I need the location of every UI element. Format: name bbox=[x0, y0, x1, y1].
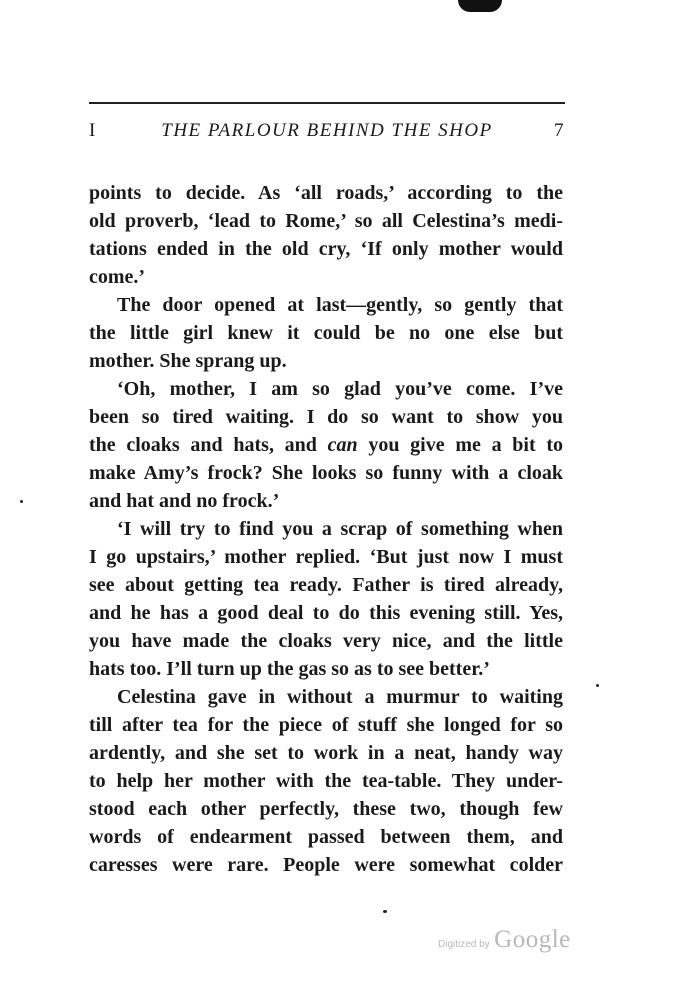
text-line: been so tired waiting. I do so want to show you bbox=[89, 406, 563, 428]
text-line: points to decide. As ‘all roads,’ according to the bbox=[89, 182, 563, 204]
text-line: and hat and no frock.’ bbox=[89, 490, 280, 512]
text-line: caresses were rare. People were somewhat colder bbox=[89, 854, 563, 876]
text-line: the little girl knew it could be no one else but bbox=[89, 322, 563, 344]
text-line: stood each other perfectly, these two, though few bbox=[89, 798, 563, 820]
header-rule bbox=[89, 102, 565, 104]
text-line: old proverb, ‘lead to Rome,’ so all Celestina’s medi- bbox=[89, 210, 563, 232]
digitized-by-text: Digitized by bbox=[438, 939, 490, 950]
text-line: The door opened at last—gently, so gently that bbox=[117, 294, 563, 316]
text-line: mother. She sprang up. bbox=[89, 350, 287, 372]
italic-word: can bbox=[327, 434, 358, 456]
text-line: words of endearment passed between them, and bbox=[89, 826, 563, 848]
ink-speck bbox=[20, 500, 23, 503]
text-line: till after tea for the piece of stuff she longed for so bbox=[89, 714, 563, 736]
text-line: ‘Oh, mother, I am so glad you’ve come. I’ve bbox=[117, 378, 563, 400]
text-line: you have made the cloaks very nice, and the little bbox=[89, 630, 563, 652]
text-line: make Amy’s frock? She looks so funny with a cloak bbox=[89, 462, 563, 484]
running-head bbox=[89, 120, 565, 150]
text-line: ardently, and she set to work in a neat, handy way bbox=[89, 742, 563, 764]
google-watermark bbox=[438, 926, 571, 954]
chapter-number: I bbox=[89, 120, 97, 141]
text-line: Celestina gave in without a murmur to waiting bbox=[117, 686, 563, 708]
ink-speck bbox=[596, 684, 599, 687]
google-logo: Google bbox=[494, 926, 571, 953]
text-line: and he has a good deal to do this evening still. Yes, bbox=[89, 602, 563, 624]
text-line bbox=[89, 431, 563, 459]
text-line: hats too. I’ll turn up the gas so as to see better.’ bbox=[89, 658, 490, 680]
body-text bbox=[89, 179, 563, 879]
text-line: I go upstairs,’ mother replied. ‘But just now I must bbox=[89, 546, 563, 568]
text-line: see about getting tea ready. Father is tired already, bbox=[89, 574, 563, 596]
text-line: come.’ bbox=[89, 266, 146, 288]
text-segment: you give me a bit to bbox=[357, 434, 563, 456]
text-segment: the cloaks and hats, and bbox=[89, 434, 328, 456]
ink-speck bbox=[383, 910, 387, 913]
running-title: THE PARLOUR BEHIND THE SHOP bbox=[161, 120, 493, 141]
text-line: tations ended in the old cry, ‘If only mother would bbox=[89, 238, 563, 260]
ink-blot bbox=[458, 0, 502, 12]
text-line: to help her mother with the tea-table. They under- bbox=[89, 770, 563, 792]
page-number: 7 bbox=[554, 120, 565, 141]
text-line: ‘I will try to find you a scrap of something when bbox=[117, 518, 563, 540]
